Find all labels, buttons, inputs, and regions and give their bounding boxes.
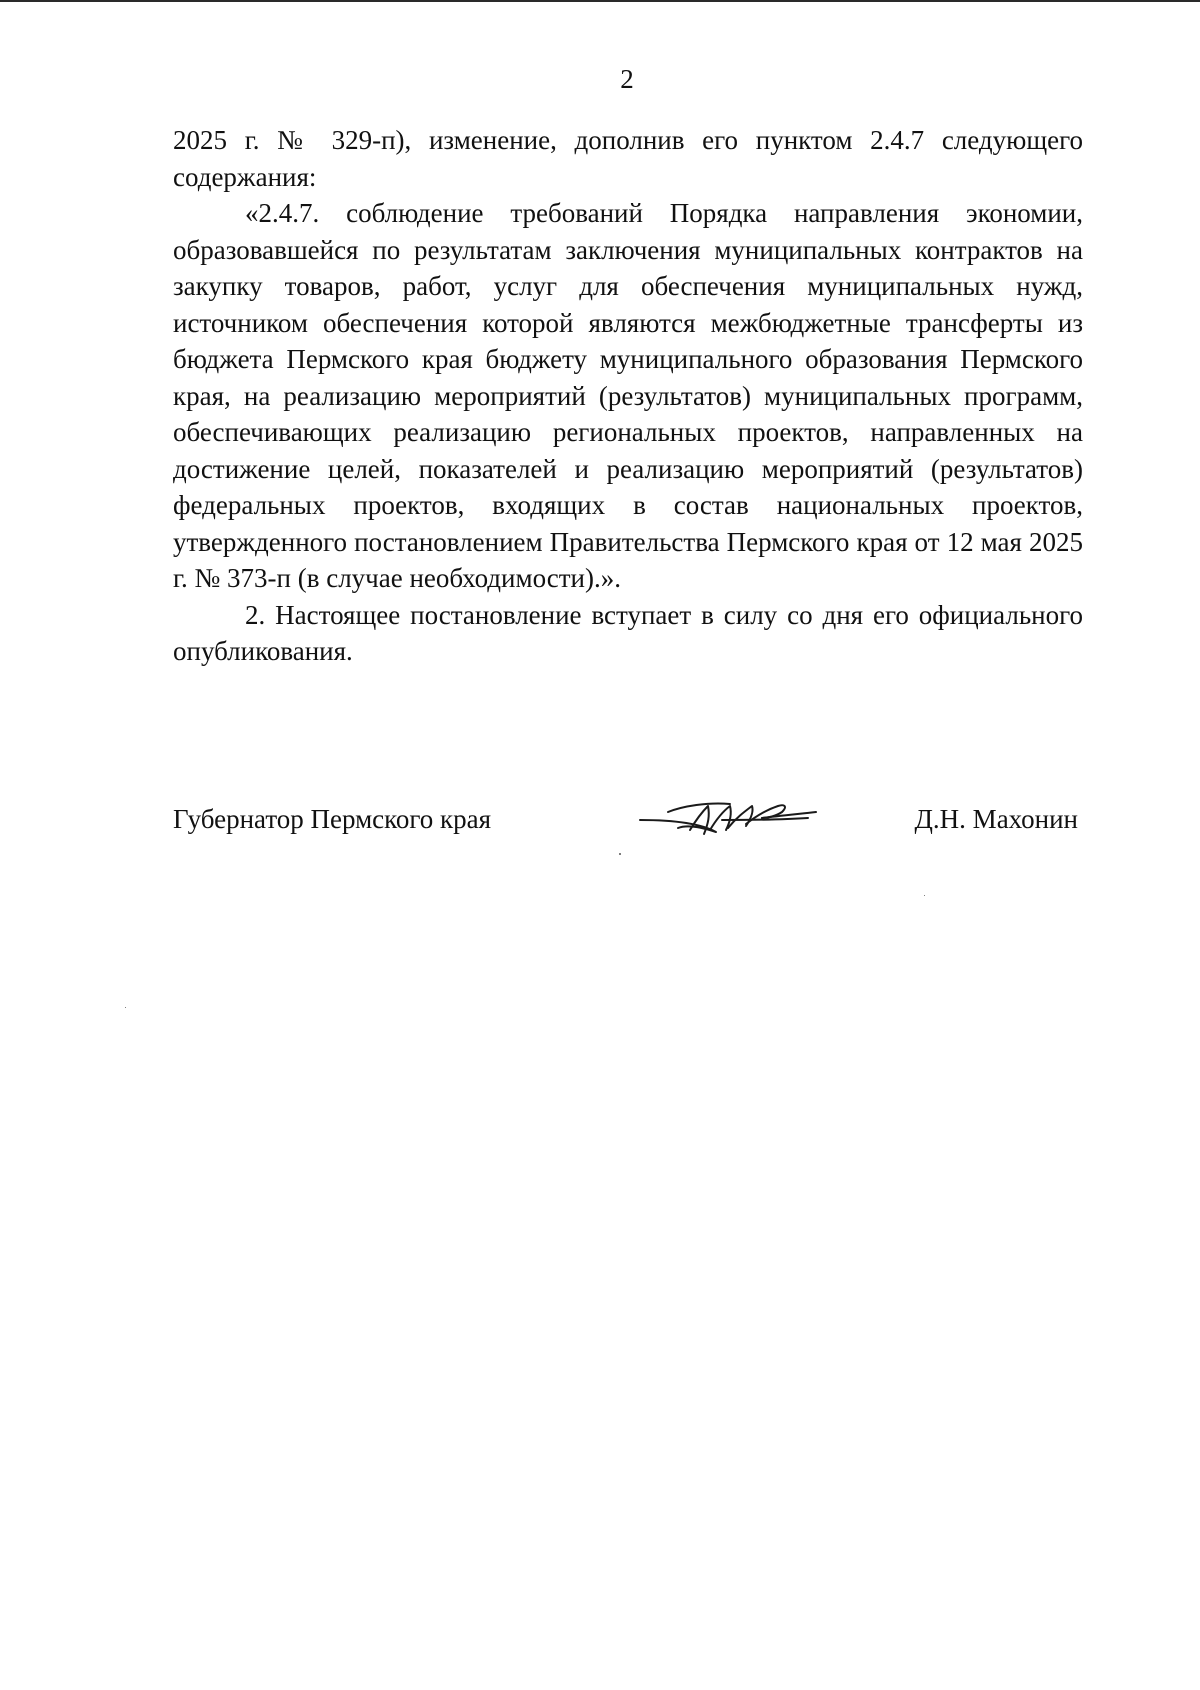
signatory-position: Губернатор Пермского края	[173, 804, 492, 834]
paragraph-continuation: 2025 г. № 329-п), изменение, дополнив его пунктом 2.4.7 следующего содержания:	[173, 125, 1083, 192]
scan-speck	[619, 853, 621, 855]
handwritten-signature	[638, 790, 818, 860]
scan-speck	[125, 1007, 126, 1008]
signature-block	[173, 802, 1078, 852]
scan-speck	[924, 895, 925, 896]
page-number: 2	[620, 64, 634, 94]
signatory-name: Д.Н. Махонин	[914, 804, 1078, 834]
paragraph-effective-date: 2. Настоящее постановление вступает в силу со дня его официального опубликования.	[173, 599, 1083, 666]
paragraph-item-2-4-7: «2.4.7. соблюдение требований Порядка направления экономии, образовавшейся по результатам заключения муниципальных контрактов на закупку товаров, работ, услуг для обеспечения муниципальных нужд, источником обеспечения которой являются межбюджетные трансферты из бюджета Пермского края бюджету муниципального образования Пермского края, на реализацию мероприятий (результатов) муниципальных программ, обеспечивающих реализацию региональных проектов, направленных на достижение целей, показателей и реализацию мероприятий (результатов) федеральных проектов, входящих в состав национальных проектов, утвержденного постановлением Правительства Пермского края от 12 мая 2025 г. № 373-п (в случае необходимости).».	[173, 198, 1083, 593]
document-body	[173, 122, 1083, 670]
